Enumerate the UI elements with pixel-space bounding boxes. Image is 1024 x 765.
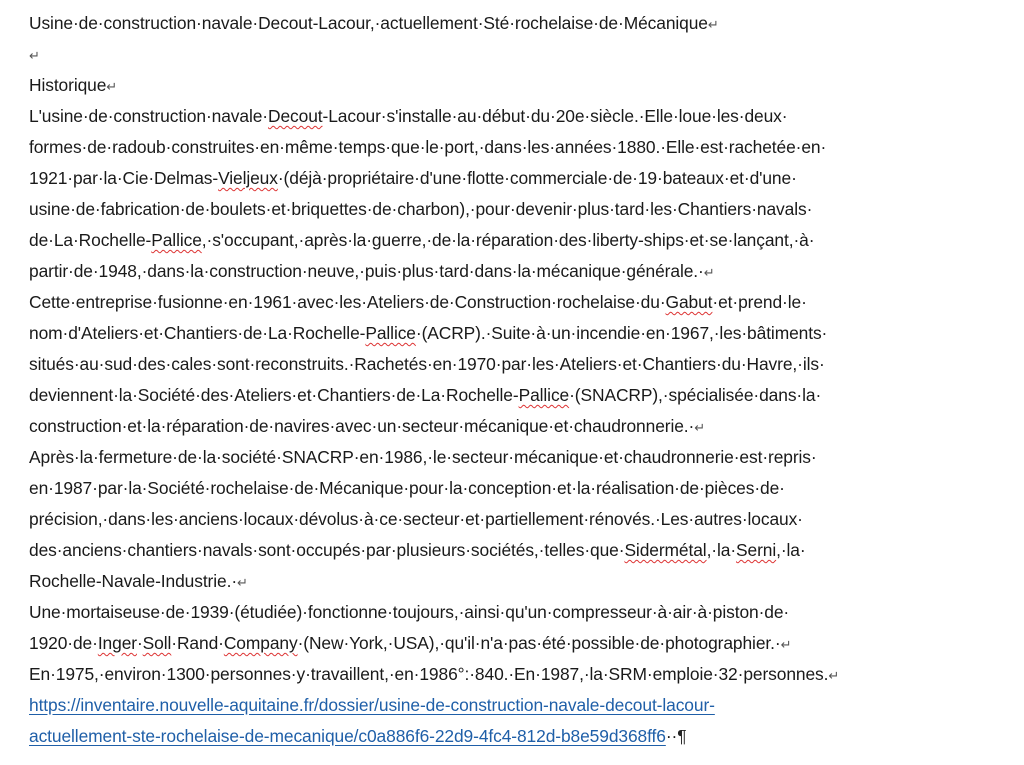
text-line (29, 318, 1014, 349)
text-run: précision,·dans·les·anciens·locaux·dévolus·à·ce·secteur·et·partiellement·rénovés.·Les·autres·locaux· (29, 509, 803, 529)
misspelled-word: Pallice (518, 385, 570, 405)
link-line-1 (29, 690, 1014, 721)
text-line (29, 101, 1014, 132)
text-line (29, 442, 1014, 473)
text-run: ·et·prend·le· (712, 292, 807, 312)
line-break-mark: ↵ (828, 668, 840, 683)
text-run: partir·de·1948,·dans·la·construction·neuve,·puis·plus·tard·dans·la·mécanique·générale.· (29, 261, 704, 281)
text-line (29, 473, 1014, 504)
text-line (29, 287, 1014, 318)
text-run: L'usine·de·construction·navale· (29, 106, 268, 126)
text-run: Rochelle-Navale-Industrie.· (29, 571, 238, 591)
text-run: usine·de·fabrication·de·boulets·et·briquettes·de·charbon),·pour·devenir·plus·tard·les·Chantiers·navals· (29, 199, 813, 219)
text-line (29, 132, 1014, 163)
text-run: Cette·entreprise·fusionne·en·1961·avec·les·Ateliers·de·Construction·rochelaise·du· (29, 292, 666, 312)
line-break-mark: ↵ (780, 637, 792, 652)
text-run: ·(ACRP).·Suite·à·un·incendie·en·1967,·les·bâtiments· (415, 323, 828, 343)
text-run: ·(SNACRP),·spécialisée·dans·la· (569, 385, 822, 405)
document-title-line (29, 8, 1014, 39)
text-run: des·anciens·chantiers·navals·sont·occupés·par·plusieurs·sociétés,·telles·que· (29, 540, 625, 560)
line-break-mark: ↵ (703, 265, 715, 280)
misspelled-word: Decout (268, 106, 323, 126)
text-run: ,·la· (706, 540, 737, 560)
document-title: Usine·de·construction·navale·Decout-Lacour,·actuellement·Sté·rochelaise·de·Mécanique (29, 13, 708, 33)
misspelled-word: Inger (97, 633, 137, 653)
section-heading-line (29, 70, 1014, 101)
text-run: 1921·par·la·Cie·Delmas- (29, 168, 219, 188)
text-run: En·1975,·environ·1300·personnes·y·travaillent,·en·1986°:·840.·En·1987,·la·SRM·emploie·32·personnes. (29, 664, 829, 684)
source-link-part-2[interactable]: actuellement-ste-rochelaise-de-mecanique/c0a886f6-22d9-4fc4-812d-b8e59d368ff6 (29, 726, 666, 746)
misspelled-word: Vieljeux (218, 168, 278, 188)
text-line (29, 256, 1014, 287)
empty-line (29, 39, 1014, 70)
text-line (29, 380, 1014, 411)
text-run: ·(New·York,·USA),·qu'il·n'a·pas·été·possible·de·photographier.· (297, 633, 781, 653)
text-line (29, 163, 1014, 194)
line-break-mark: ↵ (707, 17, 719, 32)
paragraph-mark: ¶ (677, 726, 687, 746)
text-run: situés·au·sud·des·cales·sont·reconstruits.·Rachetés·en·1970·par·les·Ateliers·et·Chantiers·du·Havre,·ils· (29, 354, 825, 374)
trailing-spaces: ·· (665, 726, 678, 746)
text-run: formes·de·radoub·construites·en·même·temps·que·le·port,·dans·les·années·1880.·Elle·est·rachetée·en· (29, 137, 827, 157)
text-run: ,·la· (776, 540, 806, 560)
text-run: 1920·de· (29, 633, 98, 653)
text-line (29, 566, 1014, 597)
text-line (29, 659, 1014, 690)
text-run: ·(déjà·propriétaire·d'une·flotte·commerciale·de·19·bateaux·et·d'une· (277, 168, 797, 188)
text-run: en·1987·par·la·Société·rochelaise·de·Mécanique·pour·la·conception·et·la·réalisation·de·pièces·de· (29, 478, 785, 498)
document-body[interactable] (29, 8, 1014, 752)
text-run: ,·s'occupant,·après·la·guerre,·de·la·réparation·des·liberty-ships·et·se·lançant,·à· (201, 230, 815, 250)
link-line-2 (29, 721, 1014, 752)
text-run: construction·et·la·réparation·de·navires·avec·un·secteur·mécanique·et·chaudronnerie.· (29, 416, 695, 436)
source-link-part-1[interactable]: https://inventaire.nouvelle-aquitaine.fr/dossier/usine-de-construction-navale-decout-lacour- (29, 695, 715, 715)
misspelled-word: Sidermétal (624, 540, 707, 560)
misspelled-word: Gabut (665, 292, 713, 312)
text-line (29, 504, 1014, 535)
text-line (29, 535, 1014, 566)
line-break-mark: ↵ (106, 79, 118, 94)
text-run: Après·la·fermeture·de·la·société·SNACRP·en·1986,·le·secteur·mécanique·et·chaudronnerie·est·repris· (29, 447, 817, 467)
text-run: · (136, 633, 143, 653)
text-line (29, 597, 1014, 628)
line-break-mark: ↵ (29, 48, 40, 63)
text-run: -Lacour·s'installe·au·début·du·20e·siècle.·Elle·loue·les·deux· (322, 106, 788, 126)
text-line (29, 411, 1014, 442)
text-run: nom·d'Ateliers·et·Chantiers·de·La·Rochelle- (29, 323, 366, 343)
misspelled-word: Pallice (365, 323, 416, 343)
paragraphs (29, 101, 1014, 690)
text-run: deviennent·la·Société·des·Ateliers·et·Chantiers·de·La·Rochelle- (29, 385, 519, 405)
text-run: Une·mortaiseuse·de·1939·(étudiée)·fonctionne·toujours,·ainsi·qu'un·compresseur·à·air·à·piston·de· (29, 602, 790, 622)
text-run: ·Rand· (171, 633, 224, 653)
text-line (29, 628, 1014, 659)
text-line (29, 225, 1014, 256)
misspelled-word: Serni (736, 540, 777, 560)
line-break-mark: ↵ (694, 420, 706, 435)
misspelled-word: Soll (142, 633, 172, 653)
section-heading: Historique (29, 75, 107, 95)
line-break-mark: ↵ (237, 575, 248, 590)
text-line (29, 194, 1014, 225)
misspelled-word: Pallice (151, 230, 202, 250)
misspelled-word: Company (223, 633, 298, 653)
text-run: de·La·Rochelle- (29, 230, 152, 250)
text-line (29, 349, 1014, 380)
